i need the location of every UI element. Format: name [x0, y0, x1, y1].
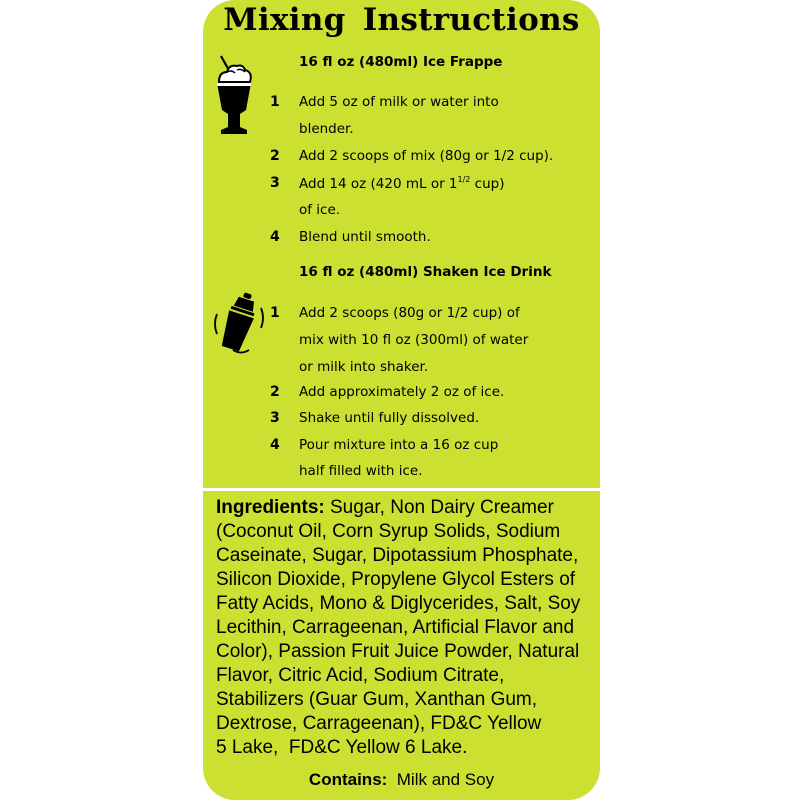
shaken-step-2-line-1: Add approximately 2 oz of ice. [299, 384, 505, 400]
shaken-step-1-line-3: or milk into shaker. [299, 359, 429, 375]
frappe-step-1-line-2: blender. [299, 121, 354, 137]
label-card [203, 0, 600, 800]
shaken-heading: 16 fl oz (480ml) Shaken Ice Drink [299, 264, 552, 280]
frappe-step-1-line-1: Add 5 oz of milk or water into [299, 94, 499, 110]
frappe-step-3-fraction: 1/2 [457, 175, 471, 184]
shaken-step-1-line-2: mix with 10 fl oz (300ml) of water [299, 332, 529, 348]
frappe-step-3-unit: cup) [470, 176, 505, 192]
frappe-step-2-line-1: Add 2 scoops of mix (80g or 1/2 cup). [299, 148, 554, 164]
ingredients-line-4: Silicon Dioxide, Propylene Glycol Esters of [216, 569, 576, 590]
shaken-step-3-number: 3 [270, 410, 280, 426]
shaken-step-4-line-1: Pour mixture into a 16 oz cup [299, 437, 499, 453]
ingredients-line-8: Flavor, Citric Acid, Sodium Citrate, [216, 665, 505, 686]
frappe-step-3-line-2: of ice. [299, 202, 341, 218]
shaken-step-1-number: 1 [270, 305, 280, 321]
shaken-step-3-line-1: Shake until fully dissolved. [299, 410, 480, 426]
ingredients-line-7: Color), Passion Fruit Juice Powder, Natural [216, 641, 580, 662]
ingredients-line-1 [216, 496, 596, 520]
contains-label: Contains: [308, 770, 388, 789]
frappe-step-3-text: Add 14 oz (420 mL or 1 [299, 176, 458, 192]
shaken-step-2-number: 2 [270, 384, 280, 400]
section-divider [203, 488, 600, 491]
ingredients-line-9: Stabilizers (Guar Gum, Xanthan Gum, [216, 689, 538, 710]
shaken-step-4-line-2: half filled with ice. [299, 463, 423, 479]
contains-value: Milk and Soy [387, 770, 495, 789]
page-title: Mixing Instructions [223, 2, 580, 38]
ingredients-text: Sugar, Non Dairy Creamer [324, 497, 554, 518]
frappe-heading: 16 fl oz (480ml) Ice Frappe [299, 54, 503, 70]
frappe-step-3-number: 3 [270, 175, 280, 191]
frappe-step-4-line-1: Blend until smooth. [299, 229, 431, 245]
ingredients-line-3: Caseinate, Sugar, Dipotassium Phosphate, [216, 545, 579, 566]
shaken-step-1-line-1: Add 2 scoops (80g or 1/2 cup) of [299, 305, 520, 321]
shaken-step-4-number: 4 [270, 437, 280, 453]
ingredients-line-6: Lecithin, Carrageenan, Artificial Flavor and [216, 617, 575, 638]
contains-line [203, 770, 600, 790]
milkshake-glass-icon [213, 54, 255, 138]
ingredients-line-10: Dextrose, Carrageenan), FD&C Yellow [216, 713, 542, 734]
ingredients-line-2: (Coconut Oil, Corn Syrup Solids, Sodium [216, 521, 561, 542]
frappe-step-2-number: 2 [270, 148, 280, 164]
cocktail-shaker-icon [211, 288, 267, 356]
ingredients-line-5: Fatty Acids, Mono & Diglycerides, Salt, Soy [216, 593, 581, 614]
frappe-step-4-number: 4 [270, 229, 280, 245]
frappe-step-1-number: 1 [270, 94, 280, 110]
ingredients-line-11: 5 Lake, FD&C Yellow 6 Lake. [216, 737, 468, 758]
ingredients-block [216, 496, 596, 760]
ingredients-label: Ingredients: [216, 497, 325, 518]
frappe-step-3-line-1 [299, 175, 505, 192]
